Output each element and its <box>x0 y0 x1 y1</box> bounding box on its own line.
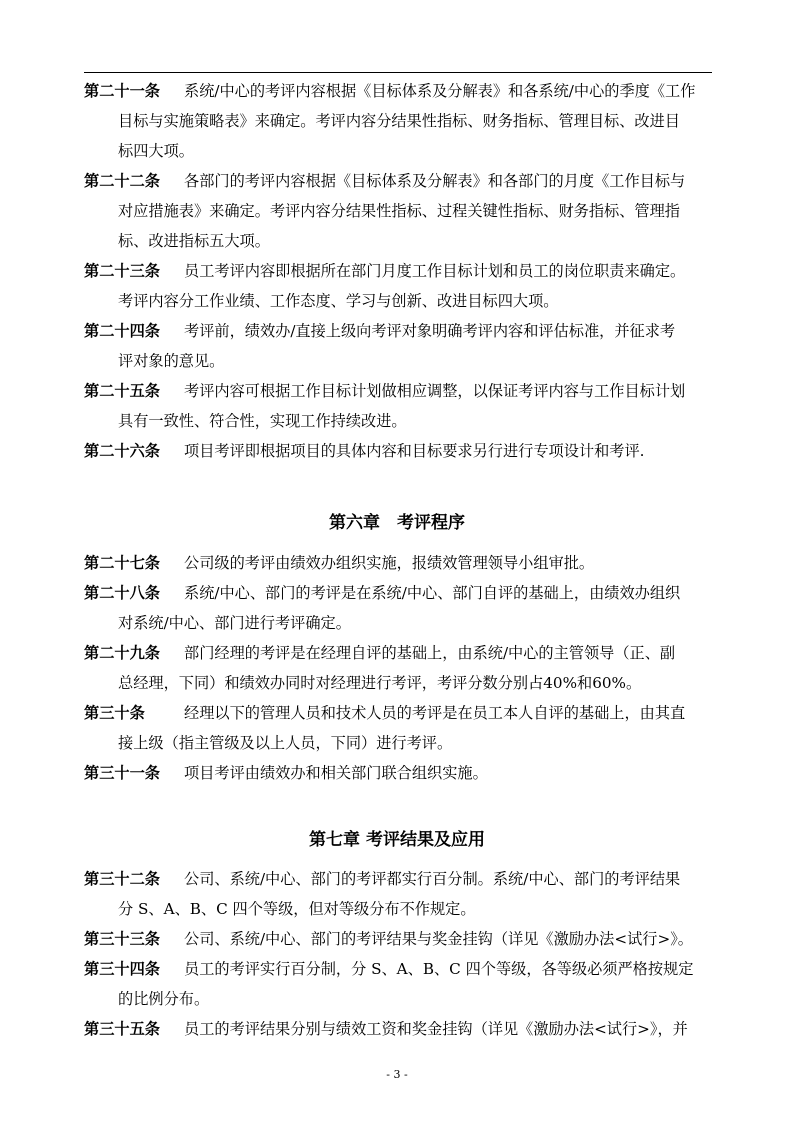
article-text: 的比例分布。 <box>118 990 210 1008</box>
article-text: 公司级的考评由绩效办组织实施，报绩效管理领导小组审批。 <box>184 554 595 572</box>
article-text: 标、改进指标五大项。 <box>118 232 270 250</box>
article-line <box>84 548 712 578</box>
article-line <box>84 608 712 638</box>
article-line <box>84 406 712 436</box>
article-text: 目标与实施策略表》来确定。考评内容分结果性指标、财务指标、管理目标、改进目 <box>118 112 680 130</box>
article-line <box>84 106 712 136</box>
article-text: 各部门的考评内容根据《目标体系及分解表》和各部门的月度《工作目标与 <box>184 172 686 190</box>
article-number: 第二十七条 <box>84 554 160 572</box>
article <box>84 316 712 376</box>
article <box>84 166 712 256</box>
article-line <box>84 894 712 924</box>
article-text: 员工的考评实行百分制，分 S、A、B、C 四个等级，各等级必须严格按规定 <box>184 960 694 978</box>
article <box>84 578 712 638</box>
article-text: 公司、系统/中心、部门的考评结果与奖金挂钩（详见《激励办法<试行>》。 <box>184 930 693 948</box>
article-text: 对系统/中心、部门进行考评确定。 <box>118 614 351 632</box>
article-text: 评对象的意见。 <box>118 352 225 370</box>
article-text: 员工考评内容即根据所在部门月度工作目标计划和员工的岗位职责来确定。 <box>184 262 686 280</box>
article-number: 第二十四条 <box>84 322 160 340</box>
article-text: 考评内容分工作业绩、工作态度、学习与创新、改进目标四大项。 <box>118 292 559 310</box>
article-text: 考评前，绩效办/直接上级向考评对象明确考评内容和评估标准，并征求考 <box>184 322 676 340</box>
article-text: 经理以下的管理人员和技术人员的考评是在员工本人自评的基础上，由其直 <box>184 704 686 722</box>
article <box>84 638 712 698</box>
article-number: 第三十二条 <box>84 870 160 888</box>
article <box>84 954 712 1014</box>
article-text: 对应措施表》来确定。考评内容分结果性指标、过程关键性指标、财务指标、管理指 <box>118 202 680 220</box>
article-line <box>84 698 712 728</box>
article-text: 部门经理的考评是在经理自评的基础上，由系统/中心的主管领导（正、副 <box>184 644 676 662</box>
chapter-heading-7: 第七章 考评结果及应用 <box>309 830 485 850</box>
article-line <box>84 376 712 406</box>
article-line <box>84 984 712 1014</box>
article-number: 第三十五条 <box>84 1020 160 1038</box>
article-line <box>84 166 712 196</box>
article-text: 具有一致性、符合性，实现工作持续改进。 <box>118 412 407 430</box>
header-rule <box>84 72 712 73</box>
article-line <box>84 638 712 668</box>
article-text: 员工的考评结果分别与绩效工资和奖金挂钩（详见《激励办法<试行>》，并 <box>184 1020 688 1038</box>
article-text: 系统/中心的考评内容根据《目标体系及分解表》和各系统/中心的季度《工作 <box>184 82 696 100</box>
article-number: 第二十五条 <box>84 382 160 400</box>
article <box>84 758 712 788</box>
article-number: 第三十一条 <box>84 764 160 782</box>
article-number: 第二十一条 <box>84 82 160 100</box>
article <box>84 864 712 924</box>
article-line <box>84 668 712 698</box>
article-text: 总经理，下同）和绩效办同时对经理进行考评，考评分数分别占40%和60%。 <box>118 674 642 692</box>
article <box>84 1014 712 1044</box>
article <box>84 76 712 166</box>
article-number: 第三十三条 <box>84 930 160 948</box>
article-text: 标四大项。 <box>118 142 194 160</box>
article-line <box>84 316 712 346</box>
article-text: 考评内容可根据工作目标计划做相应调整，以保证考评内容与工作目标计划 <box>184 382 686 400</box>
article-line <box>84 864 712 894</box>
article-line <box>84 578 712 608</box>
article <box>84 548 712 578</box>
article-text: 公司、系统/中心、部门的考评都实行百分制。系统/中心、部门的考评结果 <box>184 870 681 888</box>
article-line <box>84 136 712 166</box>
article <box>84 924 712 954</box>
article-line <box>84 286 712 316</box>
article-number: 第三十条 <box>84 704 145 722</box>
article <box>84 698 712 758</box>
chapter-heading-6: 第六章 考评程序 <box>329 513 465 533</box>
article-text: 项目考评即根据项目的具体内容和目标要求另行进行专项设计和考评. <box>184 442 645 460</box>
article-text: 系统/中心、部门的考评是在系统/中心、部门自评的基础上，由绩效办组织 <box>184 584 681 602</box>
article-line <box>84 256 712 286</box>
article-number: 第二十八条 <box>84 584 160 602</box>
article-line <box>84 1014 712 1044</box>
page-number: - 3 - <box>386 1068 408 1081</box>
article-line <box>84 346 712 376</box>
article-number: 第二十三条 <box>84 262 160 280</box>
article-number: 第二十二条 <box>84 172 160 190</box>
article-text: 项目考评由绩效办和相关部门联合组织实施。 <box>184 764 488 782</box>
article-number: 第三十四条 <box>84 960 160 978</box>
article-line <box>84 436 712 466</box>
article-text: 接上级（指主管级及以上人员，下同）进行考评。 <box>118 734 453 752</box>
article-line <box>84 76 712 106</box>
article-line <box>84 954 712 984</box>
article-line <box>84 728 712 758</box>
article <box>84 436 712 466</box>
article <box>84 256 712 316</box>
article-line <box>84 924 712 954</box>
article-number: 第二十六条 <box>84 442 160 460</box>
article-number: 第二十九条 <box>84 644 160 662</box>
article-line <box>84 196 712 226</box>
article-line <box>84 758 712 788</box>
article-line <box>84 226 712 256</box>
article <box>84 376 712 436</box>
article-text: 分 S、A、B、C 四个等级，但对等级分布不作规定。 <box>118 900 476 918</box>
